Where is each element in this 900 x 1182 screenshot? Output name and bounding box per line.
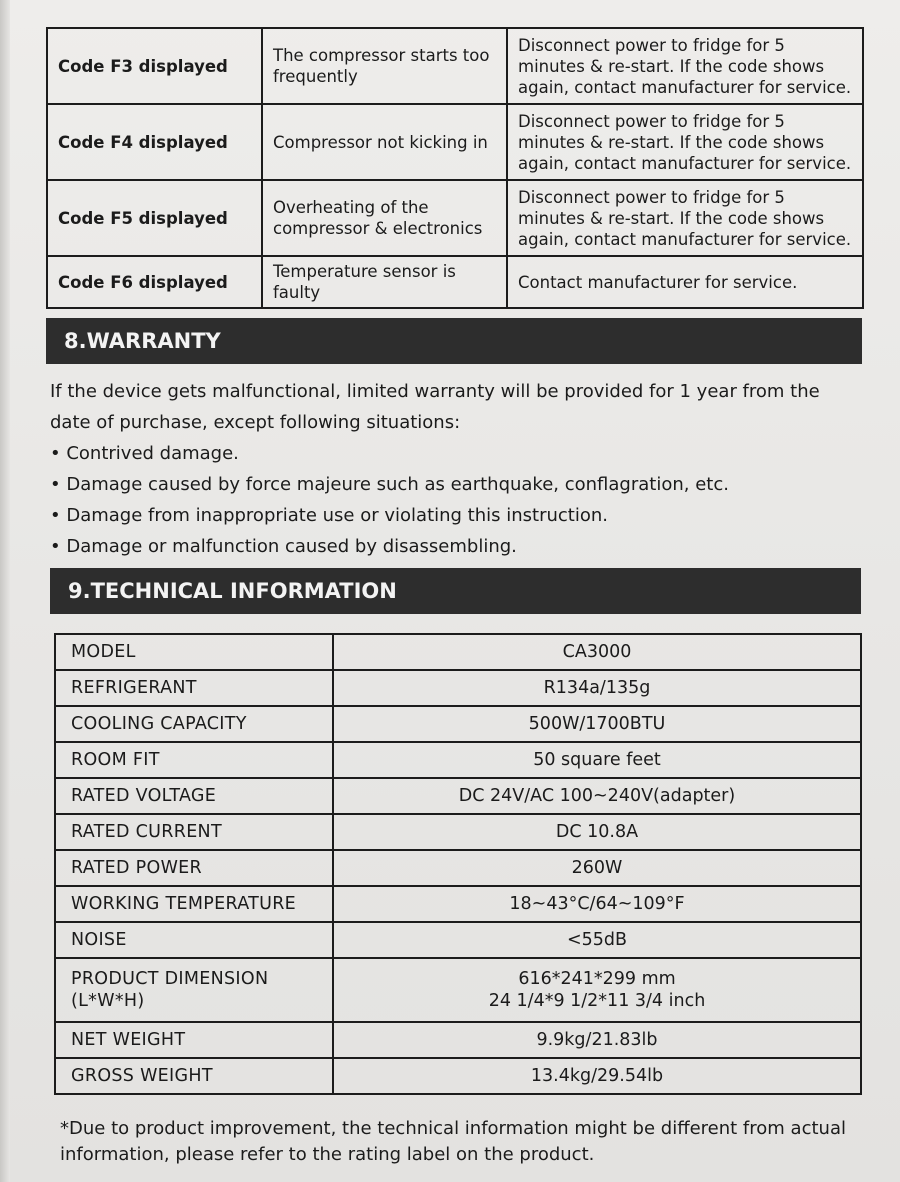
error-code: Code F6 displayed xyxy=(47,256,262,308)
spec-value: 50 square feet xyxy=(333,742,861,778)
error-solution: Contact manufacturer for service. xyxy=(507,256,863,308)
table-row xyxy=(47,180,863,256)
page-edge-shadow xyxy=(0,0,10,1182)
spec-label: GROSS WEIGHT xyxy=(55,1058,333,1094)
spec-label: RATED VOLTAGE xyxy=(55,778,333,814)
spec-value: DC 24V/AC 100~240V(adapter) xyxy=(333,778,861,814)
spec-value-line: 24 1/4*9 1/2*11 3/4 inch xyxy=(488,991,706,1011)
spec-value: 18~43°C/64~109°F xyxy=(333,886,861,922)
warranty-text xyxy=(50,376,860,562)
table-row xyxy=(55,778,861,814)
error-solution: Disconnect power to fridge for 5 minutes & re-start. If the code shows again, contact manufacturer for service. xyxy=(507,180,863,256)
list-item: • Damage caused by force majeure such as earthquake, conflagration, etc. xyxy=(50,469,860,500)
spec-label: NET WEIGHT xyxy=(55,1022,333,1058)
error-solution: Disconnect power to fridge for 5 minutes & re-start. If the code shows again, contact manufacturer for service. xyxy=(507,28,863,104)
spec-value: 500W/1700BTU xyxy=(333,706,861,742)
warranty-intro: If the device gets malfunctional, limited warranty will be provided for 1 year from the date of purchase, except following situations: xyxy=(50,381,820,433)
error-cause: Temperature sensor is faulty xyxy=(262,256,507,308)
spec-label: MODEL xyxy=(55,634,333,670)
spec-value: DC 10.8A xyxy=(333,814,861,850)
error-cause: The compressor starts too frequently xyxy=(262,28,507,104)
error-cause: Compressor not kicking in xyxy=(262,104,507,180)
spec-label: ROOM FIT xyxy=(55,742,333,778)
spec-label: RATED CURRENT xyxy=(55,814,333,850)
table-row xyxy=(55,850,861,886)
spec-label: WORKING TEMPERATURE xyxy=(55,886,333,922)
spec-value: 9.9kg/21.83lb xyxy=(333,1022,861,1058)
spec-label: REFRIGERANT xyxy=(55,670,333,706)
table-row xyxy=(55,742,861,778)
spec-value: <55dB xyxy=(333,922,861,958)
spec-value: CA3000 xyxy=(333,634,861,670)
table-row xyxy=(55,814,861,850)
spec-label xyxy=(55,958,333,1022)
warranty-exclusions-list xyxy=(50,438,860,562)
table-row xyxy=(55,670,861,706)
table-row xyxy=(55,634,861,670)
table-row xyxy=(55,1058,861,1094)
table-row xyxy=(47,104,863,180)
technical-section-title: 9.TECHNICAL INFORMATION xyxy=(50,568,861,614)
list-item: • Damage or malfunction caused by disassembling. xyxy=(50,531,860,562)
table-row xyxy=(47,28,863,104)
list-item: • Damage from inappropriate use or violating this instruction. xyxy=(50,500,860,531)
spec-label: NOISE xyxy=(55,922,333,958)
table-row xyxy=(55,706,861,742)
spec-label-line: (L*W*H) xyxy=(71,991,145,1011)
list-item: • Contrived damage. xyxy=(50,438,860,469)
spec-label: RATED POWER xyxy=(55,850,333,886)
error-code: Code F4 displayed xyxy=(47,104,262,180)
technical-footnote: *Due to product improvement, the technical information might be different from actual information, please refer to the rating label on the product. xyxy=(60,1118,846,1165)
table-row xyxy=(55,886,861,922)
spec-value: 260W xyxy=(333,850,861,886)
error-code: Code F5 displayed xyxy=(47,180,262,256)
table-row xyxy=(55,958,861,1022)
error-solution: Disconnect power to fridge for 5 minutes & re-start. If the code shows again, contact manufacturer for service. xyxy=(507,104,863,180)
technical-spec-table xyxy=(54,633,862,1095)
spec-value: R134a/135g xyxy=(333,670,861,706)
table-row xyxy=(55,1022,861,1058)
spec-value: 13.4kg/29.54lb xyxy=(333,1058,861,1094)
spec-label: COOLING CAPACITY xyxy=(55,706,333,742)
table-row xyxy=(47,256,863,308)
troubleshooting-table xyxy=(46,27,864,309)
warranty-section-title: 8.WARRANTY xyxy=(46,318,862,364)
error-code: Code F3 displayed xyxy=(47,28,262,104)
table-row xyxy=(55,922,861,958)
spec-value-line: 616*241*299 mm xyxy=(518,969,676,989)
spec-value xyxy=(333,958,861,1022)
spec-label-line: PRODUCT DIMENSION xyxy=(71,969,269,989)
error-cause: Overheating of the compressor & electronics xyxy=(262,180,507,256)
